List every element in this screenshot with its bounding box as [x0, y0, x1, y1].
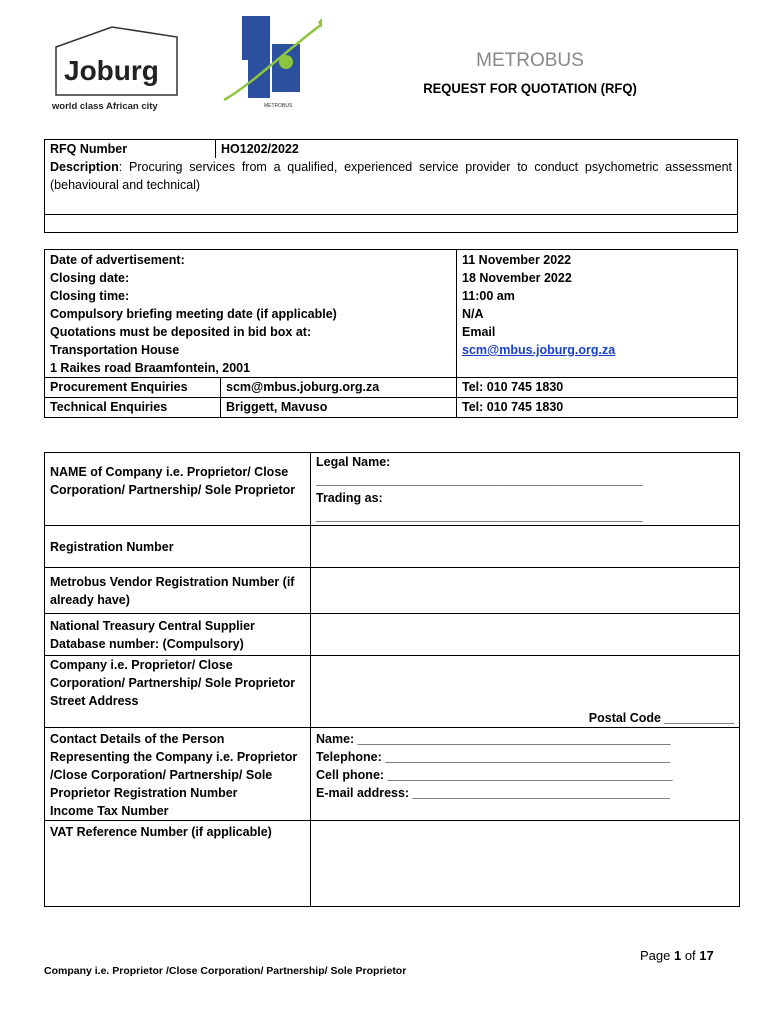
- company-details-table: [44, 452, 740, 907]
- rfq-table: [44, 139, 738, 233]
- joburg-wordmark: Joburg: [64, 55, 159, 86]
- deposit-email-link[interactable]: scm@mbus.joburg.org.za: [462, 343, 616, 357]
- rfq-empty-row: [45, 214, 738, 232]
- advert-value: 11 November 2022: [462, 253, 572, 267]
- address-line2: 1 Raikes road Braamfontein, 2001: [50, 361, 251, 375]
- org-title: METROBUS: [476, 50, 584, 71]
- advert-label: Date of advertisement:: [50, 253, 185, 267]
- dates-labels-cell: [45, 250, 457, 378]
- contact-details-label: [45, 728, 311, 821]
- contact-details-fields: [311, 728, 740, 821]
- deposit-value: Email: [462, 325, 496, 339]
- registration-number-label: Registration Number: [45, 526, 311, 568]
- address-line1: Transportation House: [50, 343, 180, 357]
- street-address-label: Company i.e. Proprietor/ Close Corporation/ Partnership/ Sole Proprietor Street Address: [45, 656, 311, 728]
- document-title: REQUEST FOR QUOTATION (RFQ): [423, 80, 637, 96]
- company-name-label: NAME of Company i.e. Proprietor/ Close Corporation/ Partnership/ Sole Proprietor: [45, 453, 311, 526]
- description-text: : Procuring services from a qualified, experienced service provider to conduct psychometric assessment (behavioural and technical): [50, 160, 732, 192]
- dates-values-cell: [457, 250, 738, 378]
- contact-name-field[interactable]: Name: _____________________________________________: [316, 732, 671, 746]
- trading-as-line[interactable]: _______________________________________________: [316, 509, 643, 523]
- description-label: Description: [50, 160, 119, 174]
- closing-date-value: 18 November 2022: [462, 271, 572, 285]
- income-tax-label: Income Tax Number: [50, 804, 169, 818]
- csd-number-field[interactable]: [311, 614, 740, 656]
- rfq-number-label: RFQ Number: [45, 140, 216, 159]
- company-name-fields: [311, 453, 740, 526]
- procurement-contact: scm@mbus.joburg.org.za: [221, 378, 457, 398]
- contact-details-text: Contact Details of the Person Representing the Company i.e. Proprietor /Close Corporation/ Partnership/ Sole Proprietor Registration Number: [50, 732, 298, 800]
- postal-code-label: Postal Code __________: [588, 711, 734, 725]
- vendor-registration-field[interactable]: [311, 568, 740, 614]
- joburg-tagline: a world class African city: [52, 101, 158, 112]
- technical-contact: Briggett, Mavuso: [221, 398, 457, 418]
- technical-label: Technical Enquiries: [45, 398, 221, 418]
- page-current: 1: [673, 948, 682, 963]
- vendor-registration-label: Metrobus Vendor Registration Number (if already have): [45, 568, 311, 614]
- closing-time-value: 11:00 am: [462, 289, 515, 303]
- page-total: 17: [699, 948, 714, 963]
- legal-name-label: Legal Name:: [316, 455, 391, 469]
- street-address-field[interactable]: [311, 656, 740, 728]
- contact-email-field[interactable]: E-mail address: _____________________________________: [316, 786, 670, 800]
- legal-name-line[interactable]: _______________________________________________: [316, 473, 643, 487]
- vat-number-label: VAT Reference Number (if applicable): [45, 821, 311, 907]
- joburg-logo: [52, 17, 202, 112]
- rfq-number-value: HO1202/2022: [216, 140, 738, 159]
- contact-telephone-field[interactable]: Telephone: _________________________________________: [316, 750, 671, 764]
- procurement-tel: Tel: 010 745 1830: [457, 378, 738, 398]
- metrobus-logo: [222, 14, 322, 110]
- dates-table: [44, 249, 738, 418]
- registration-number-field[interactable]: [311, 526, 740, 568]
- trading-as-label: Trading as:: [316, 491, 383, 505]
- briefing-value: N/A: [462, 307, 484, 321]
- closing-date-label: Closing date:: [50, 271, 130, 285]
- vat-number-field[interactable]: [311, 821, 740, 907]
- deposit-label: Quotations must be deposited in bid box at:: [50, 325, 312, 339]
- page-number: Page 1 of 17: [640, 948, 714, 963]
- procurement-label: Procurement Enquiries: [45, 378, 221, 398]
- contact-cell-field[interactable]: Cell phone: _________________________________________: [316, 768, 673, 782]
- footer-text: Company i.e. Proprietor /Close Corporation/ Partnership/ Sole Proprietor: [44, 965, 407, 977]
- metrobus-logo-text: METROBUS: [264, 103, 293, 109]
- technical-tel: Tel: 010 745 1830: [457, 398, 738, 418]
- rfq-description: [45, 158, 738, 214]
- csd-number-label: National Treasury Central Supplier Database number: (Compulsory): [45, 614, 311, 656]
- briefing-label: Compulsory briefing meeting date (if applicable): [50, 307, 337, 321]
- closing-time-label: Closing time:: [50, 289, 130, 303]
